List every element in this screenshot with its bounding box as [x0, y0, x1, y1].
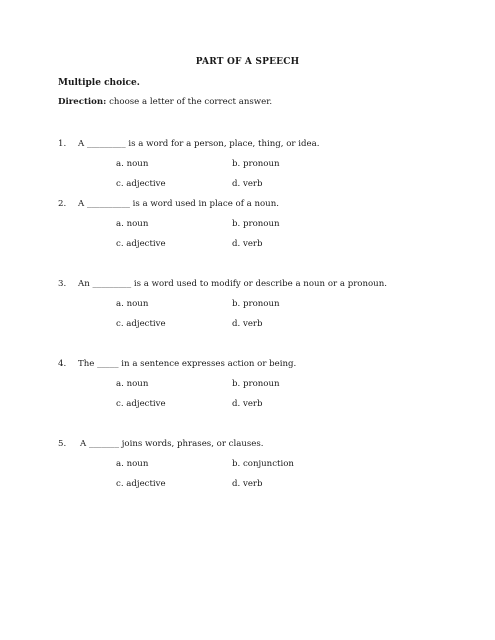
option-a[interactable]: a. noun [116, 159, 149, 169]
question-text: A _________ is a word for a person, place, thing, or idea. [78, 139, 320, 149]
option-d[interactable]: d. verb [232, 239, 263, 249]
option-c[interactable]: c. adjective [116, 319, 166, 329]
option-d[interactable]: d. verb [232, 179, 263, 189]
option-d[interactable]: d. verb [232, 399, 263, 409]
question-number: 2. [58, 199, 67, 209]
question-text: An _________ is a word used to modify or describe a noun or a pronoun. [78, 279, 387, 289]
option-c[interactable]: c. adjective [116, 179, 166, 189]
question-number: 5. [58, 439, 67, 449]
direction-line [58, 97, 272, 107]
direction-label: Direction: [58, 97, 107, 107]
direction-text: choose a letter of the correct answer. [106, 97, 273, 107]
question-text: A _______ joins words, phrases, or clauses. [80, 439, 264, 449]
option-a[interactable]: a. noun [116, 379, 149, 389]
option-a[interactable]: a. noun [116, 299, 149, 309]
option-b[interactable]: b. pronoun [232, 219, 280, 229]
section-heading: Multiple choice. [58, 78, 140, 88]
option-c[interactable]: c. adjective [116, 239, 166, 249]
option-b[interactable]: b. pronoun [232, 159, 280, 169]
option-b[interactable]: b. conjunction [232, 459, 294, 469]
option-b[interactable]: b. pronoun [232, 379, 280, 389]
option-a[interactable]: a. noun [116, 219, 149, 229]
page-title: PART OF A SPEECH [195, 57, 300, 67]
option-c[interactable]: c. adjective [116, 399, 166, 409]
question-number: 4. [58, 359, 67, 369]
option-a[interactable]: a. noun [116, 459, 149, 469]
option-b[interactable]: b. pronoun [232, 299, 280, 309]
option-d[interactable]: d. verb [232, 319, 263, 329]
question-number: 1. [58, 139, 67, 149]
question-text: The _____ in a sentence expresses action or being. [78, 359, 297, 369]
option-d[interactable]: d. verb [232, 479, 263, 489]
question-number: 3. [58, 279, 67, 289]
question-text: A __________ is a word used in place of a noun. [78, 199, 279, 209]
option-c[interactable]: c. adjective [116, 479, 166, 489]
